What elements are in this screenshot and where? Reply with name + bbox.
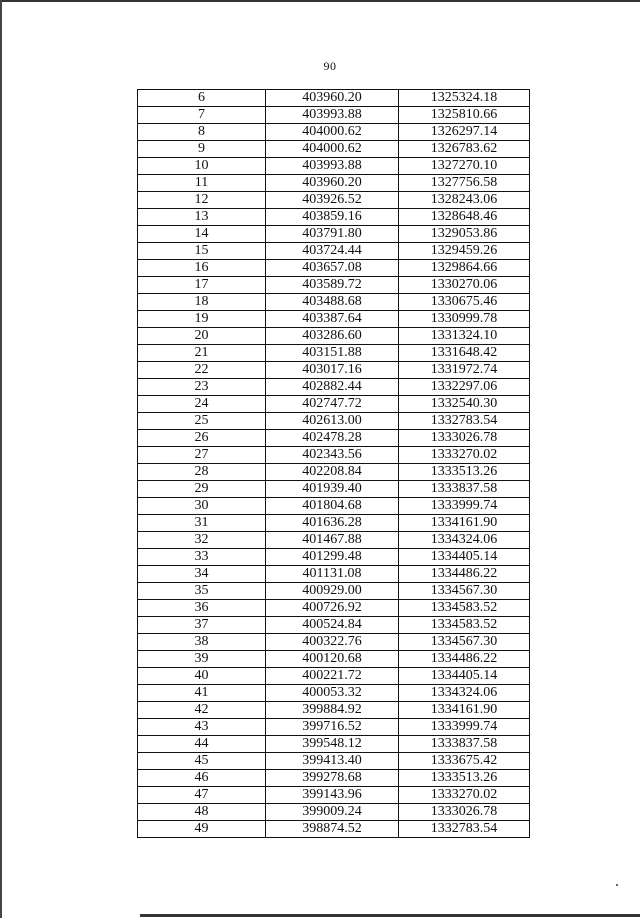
x-coordinate-cell: 403488.68 <box>266 294 399 311</box>
point-number-cell: 18 <box>138 294 266 311</box>
table-row <box>138 124 530 141</box>
y-coordinate-cell: 1328243.06 <box>399 192 530 209</box>
x-coordinate-cell: 401299.48 <box>266 549 399 566</box>
x-coordinate-cell: 400322.76 <box>266 634 399 651</box>
y-coordinate-cell: 1334405.14 <box>399 668 530 685</box>
point-number-cell: 37 <box>138 617 266 634</box>
x-coordinate-cell: 403387.64 <box>266 311 399 328</box>
table-row <box>138 549 530 566</box>
table-row <box>138 515 530 532</box>
y-coordinate-cell: 1325810.66 <box>399 107 530 124</box>
x-coordinate-cell: 399716.52 <box>266 719 399 736</box>
y-coordinate-cell: 1334324.06 <box>399 532 530 549</box>
x-coordinate-cell: 400929.00 <box>266 583 399 600</box>
y-coordinate-cell: 1333026.78 <box>399 430 530 447</box>
x-coordinate-cell: 402882.44 <box>266 379 399 396</box>
point-number-cell: 34 <box>138 566 266 583</box>
x-coordinate-cell: 402747.72 <box>266 396 399 413</box>
point-number-cell: 36 <box>138 600 266 617</box>
y-coordinate-cell: 1334161.90 <box>399 515 530 532</box>
y-coordinate-cell: 1328648.46 <box>399 209 530 226</box>
point-number-cell: 30 <box>138 498 266 515</box>
x-coordinate-cell: 403589.72 <box>266 277 399 294</box>
table-row <box>138 719 530 736</box>
page-border-top <box>0 0 640 2</box>
y-coordinate-cell: 1326783.62 <box>399 141 530 158</box>
y-coordinate-cell: 1333675.42 <box>399 753 530 770</box>
x-coordinate-cell: 400726.92 <box>266 600 399 617</box>
table-row <box>138 277 530 294</box>
point-number-cell: 22 <box>138 362 266 379</box>
table-row <box>138 736 530 753</box>
x-coordinate-cell: 398874.52 <box>266 821 399 838</box>
x-coordinate-cell: 403791.80 <box>266 226 399 243</box>
point-number-cell: 44 <box>138 736 266 753</box>
point-number-cell: 47 <box>138 787 266 804</box>
table-row <box>138 260 530 277</box>
x-coordinate-cell: 401131.08 <box>266 566 399 583</box>
y-coordinate-cell: 1327270.10 <box>399 158 530 175</box>
table-row <box>138 209 530 226</box>
x-coordinate-cell: 403960.20 <box>266 90 399 107</box>
table-row <box>138 753 530 770</box>
point-number-cell: 14 <box>138 226 266 243</box>
x-coordinate-cell: 403724.44 <box>266 243 399 260</box>
x-coordinate-cell: 403926.52 <box>266 192 399 209</box>
y-coordinate-cell: 1334161.90 <box>399 702 530 719</box>
point-number-cell: 12 <box>138 192 266 209</box>
x-coordinate-cell: 402613.00 <box>266 413 399 430</box>
y-coordinate-cell: 1329053.86 <box>399 226 530 243</box>
point-number-cell: 29 <box>138 481 266 498</box>
point-number-cell: 41 <box>138 685 266 702</box>
x-coordinate-cell: 403993.88 <box>266 107 399 124</box>
x-coordinate-cell: 399413.40 <box>266 753 399 770</box>
y-coordinate-cell: 1333837.58 <box>399 736 530 753</box>
x-coordinate-cell: 402208.84 <box>266 464 399 481</box>
x-coordinate-cell: 399143.96 <box>266 787 399 804</box>
point-number-cell: 39 <box>138 651 266 668</box>
table-row <box>138 294 530 311</box>
table-row <box>138 243 530 260</box>
table-row <box>138 311 530 328</box>
x-coordinate-cell: 399548.12 <box>266 736 399 753</box>
point-number-cell: 20 <box>138 328 266 345</box>
point-number-cell: 46 <box>138 770 266 787</box>
y-coordinate-cell: 1333837.58 <box>399 481 530 498</box>
table-row <box>138 430 530 447</box>
table-row <box>138 328 530 345</box>
y-coordinate-cell: 1334583.52 <box>399 617 530 634</box>
x-coordinate-cell: 400120.68 <box>266 651 399 668</box>
table-row <box>138 396 530 413</box>
x-coordinate-cell: 403017.16 <box>266 362 399 379</box>
x-coordinate-cell: 402343.56 <box>266 447 399 464</box>
table-row <box>138 668 530 685</box>
y-coordinate-cell: 1330999.78 <box>399 311 530 328</box>
point-number-cell: 24 <box>138 396 266 413</box>
x-coordinate-cell: 401467.88 <box>266 532 399 549</box>
point-number-cell: 16 <box>138 260 266 277</box>
x-coordinate-cell: 401939.40 <box>266 481 399 498</box>
x-coordinate-cell: 403286.60 <box>266 328 399 345</box>
table-row <box>138 787 530 804</box>
table-row <box>138 379 530 396</box>
point-number-cell: 6 <box>138 90 266 107</box>
point-number-cell: 26 <box>138 430 266 447</box>
table-row <box>138 447 530 464</box>
table-row <box>138 702 530 719</box>
point-number-cell: 23 <box>138 379 266 396</box>
point-number-cell: 17 <box>138 277 266 294</box>
point-number-cell: 48 <box>138 804 266 821</box>
x-coordinate-cell: 402478.28 <box>266 430 399 447</box>
point-number-cell: 49 <box>138 821 266 838</box>
table-row <box>138 192 530 209</box>
table-row <box>138 804 530 821</box>
x-coordinate-cell: 399009.24 <box>266 804 399 821</box>
point-number-cell: 45 <box>138 753 266 770</box>
point-number-cell: 33 <box>138 549 266 566</box>
y-coordinate-cell: 1333513.26 <box>399 770 530 787</box>
table-row <box>138 583 530 600</box>
table-row <box>138 226 530 243</box>
y-coordinate-cell: 1334486.22 <box>399 566 530 583</box>
y-coordinate-cell: 1333026.78 <box>399 804 530 821</box>
y-coordinate-cell: 1331324.10 <box>399 328 530 345</box>
point-number-cell: 13 <box>138 209 266 226</box>
table-row <box>138 141 530 158</box>
y-coordinate-cell: 1334567.30 <box>399 634 530 651</box>
table-row <box>138 413 530 430</box>
x-coordinate-cell: 401804.68 <box>266 498 399 515</box>
coordinates-table-body <box>138 90 530 838</box>
x-coordinate-cell: 403151.88 <box>266 345 399 362</box>
y-coordinate-cell: 1332783.54 <box>399 413 530 430</box>
point-number-cell: 38 <box>138 634 266 651</box>
x-coordinate-cell: 403859.16 <box>266 209 399 226</box>
point-number-cell: 27 <box>138 447 266 464</box>
table-row <box>138 464 530 481</box>
x-coordinate-cell: 403657.08 <box>266 260 399 277</box>
y-coordinate-cell: 1333999.74 <box>399 719 530 736</box>
table-row <box>138 498 530 515</box>
x-coordinate-cell: 401636.28 <box>266 515 399 532</box>
page-border-bottom <box>140 914 640 917</box>
y-coordinate-cell: 1334567.30 <box>399 583 530 600</box>
y-coordinate-cell: 1331972.74 <box>399 362 530 379</box>
point-number-cell: 42 <box>138 702 266 719</box>
y-coordinate-cell: 1333270.02 <box>399 447 530 464</box>
x-coordinate-cell: 400053.32 <box>266 685 399 702</box>
page-number: 90 <box>323 59 337 73</box>
table-row <box>138 362 530 379</box>
point-number-cell: 43 <box>138 719 266 736</box>
y-coordinate-cell: 1329864.66 <box>399 260 530 277</box>
point-number-cell: 10 <box>138 158 266 175</box>
table-row <box>138 770 530 787</box>
point-number-cell: 35 <box>138 583 266 600</box>
table-row <box>138 158 530 175</box>
x-coordinate-cell: 404000.62 <box>266 141 399 158</box>
point-number-cell: 11 <box>138 175 266 192</box>
point-number-cell: 21 <box>138 345 266 362</box>
x-coordinate-cell: 403960.20 <box>266 175 399 192</box>
y-coordinate-cell: 1334405.14 <box>399 549 530 566</box>
y-coordinate-cell: 1330675.46 <box>399 294 530 311</box>
y-coordinate-cell: 1333513.26 <box>399 464 530 481</box>
y-coordinate-cell: 1332540.30 <box>399 396 530 413</box>
point-number-cell: 15 <box>138 243 266 260</box>
y-coordinate-cell: 1327756.58 <box>399 175 530 192</box>
coordinates-table <box>137 89 530 838</box>
table-row <box>138 532 530 549</box>
y-coordinate-cell: 1329459.26 <box>399 243 530 260</box>
x-coordinate-cell: 404000.62 <box>266 124 399 141</box>
point-number-cell: 28 <box>138 464 266 481</box>
point-number-cell: 8 <box>138 124 266 141</box>
table-row <box>138 175 530 192</box>
point-number-cell: 40 <box>138 668 266 685</box>
y-coordinate-cell: 1333999.74 <box>399 498 530 515</box>
x-coordinate-cell: 403993.88 <box>266 158 399 175</box>
table-row <box>138 634 530 651</box>
scan-mark <box>616 884 618 886</box>
point-number-cell: 9 <box>138 141 266 158</box>
x-coordinate-cell: 400221.72 <box>266 668 399 685</box>
x-coordinate-cell: 399884.92 <box>266 702 399 719</box>
y-coordinate-cell: 1334486.22 <box>399 651 530 668</box>
table-row <box>138 617 530 634</box>
y-coordinate-cell: 1326297.14 <box>399 124 530 141</box>
table-row <box>138 685 530 702</box>
point-number-cell: 19 <box>138 311 266 328</box>
y-coordinate-cell: 1332297.06 <box>399 379 530 396</box>
y-coordinate-cell: 1330270.06 <box>399 277 530 294</box>
x-coordinate-cell: 399278.68 <box>266 770 399 787</box>
x-coordinate-cell: 400524.84 <box>266 617 399 634</box>
point-number-cell: 32 <box>138 532 266 549</box>
table-row <box>138 90 530 107</box>
point-number-cell: 31 <box>138 515 266 532</box>
table-row <box>138 107 530 124</box>
y-coordinate-cell: 1331648.42 <box>399 345 530 362</box>
table-row <box>138 566 530 583</box>
y-coordinate-cell: 1334324.06 <box>399 685 530 702</box>
y-coordinate-cell: 1333270.02 <box>399 787 530 804</box>
y-coordinate-cell: 1332783.54 <box>399 821 530 838</box>
page-border-left <box>0 0 2 918</box>
point-number-cell: 7 <box>138 107 266 124</box>
table-row <box>138 600 530 617</box>
point-number-cell: 25 <box>138 413 266 430</box>
y-coordinate-cell: 1325324.18 <box>399 90 530 107</box>
table-row <box>138 345 530 362</box>
table-row <box>138 821 530 838</box>
table-row <box>138 651 530 668</box>
y-coordinate-cell: 1334583.52 <box>399 600 530 617</box>
table-row <box>138 481 530 498</box>
